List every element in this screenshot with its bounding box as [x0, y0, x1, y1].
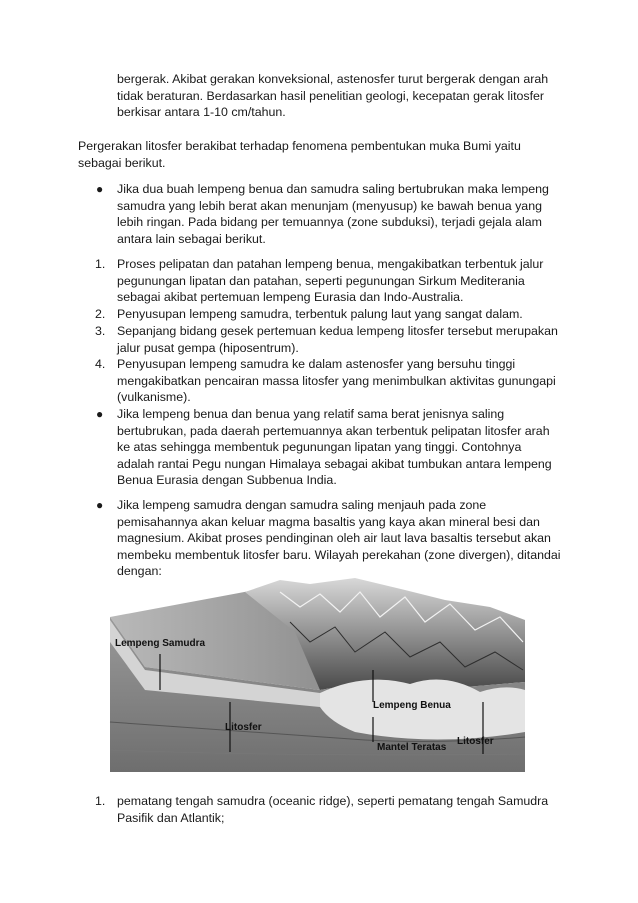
- bullet-text: Jika lempeng samudra dengan samudra saling menjauh pada zone pemisahannya akan keluar magma basaltis yang kaya akan mineral besi dan magnesium. Akibat proses pendinginan oleh air laut lava basaltis tersebut akan membeku membentuk litosfer baru. Wilayah perekahan (zone divergen), ditandai dengan:: [117, 498, 561, 579]
- list-text: pematang tengah samudra (oceanic ridge), seperti pematang tengah Samudra Pasifik dan Atlantik;: [117, 794, 549, 825]
- bullet-text: Jika dua buah lempeng benua dan samudra saling bertubrukan maka lempeng samudra yang lebih berat akan menunjam (menyusup) ke bawah benua yang lebih ringan. Pada bidang per temuannya (zone subduksi), terjadi gejala alam antara lain sebagai berikut.: [117, 182, 549, 246]
- list-text: Penyusupan lempeng samudra ke dalam astenosfer yang bersuhu tinggi mengakibatkan pencairan massa litosfer yang menimbulkan aktivitas gunungapi (vulkanisme).: [117, 357, 556, 405]
- bullet-icon: ●: [96, 182, 104, 196]
- label-continental-plate: Lempeng Benua: [373, 700, 451, 711]
- bullet-icon: ●: [96, 407, 104, 421]
- list-number: 1.: [95, 257, 106, 271]
- list-text: Sepanjang bidang gesek pertemuan kedua lempeng litosfer tersebut merupakan jalur pusat gempa (hiposentrum).: [117, 324, 558, 355]
- bullet-item-subduction: [96, 181, 562, 247]
- list-text: Proses pelipatan dan patahan lempeng benua, mengakibatkan terbentuk jalur pegunungan lipatan dan patahan, seperti pegunungan Sirkum Mediterania sebagai akibat pertemuan lempeng Eurasia dan Indo-Australia.: [117, 257, 544, 305]
- bullet-item-divergence: [96, 497, 562, 580]
- list-number: 3.: [95, 324, 106, 338]
- bullet-item-collision: [96, 406, 562, 489]
- list-item: [95, 306, 567, 323]
- list-number: 4.: [95, 357, 106, 371]
- bullet-icon: ●: [96, 498, 104, 512]
- continuation-paragraph: bergerak. Akibat gerakan konveksional, astenosfer turut bergerak dengan arah tidak beraturan. Berdasarkan hasil penelitian geologi, kecepatan gerak litosfer berkisar antara 1-10 cm/tahun.: [117, 72, 549, 120]
- list-item: [95, 793, 567, 826]
- label-lithosphere-left: Litosfer: [225, 722, 262, 733]
- list-item: [95, 356, 567, 406]
- label-oceanic-plate: Lempeng Samudra: [115, 638, 206, 649]
- label-upper-mantle: Mantel Teratas: [377, 742, 447, 753]
- label-lithosphere-right: Litosfer: [457, 736, 494, 747]
- list-text: Penyusupan lempeng samudra, terbentuk palung laut yang sangat dalam.: [117, 307, 523, 321]
- list-item: [95, 323, 567, 356]
- list-number: 2.: [95, 307, 106, 321]
- bullet-text: Jika lempeng benua dan benua yang relatif sama berat jenisnya saling bertubrukan, pada daerah pertemuannya akan terbentuk pelipatan litosfer arah ke atas sehingga membentuk pegunungan lipatan yang tinggi. Contohnya adalah rantai Pegu nungan Himalaya sebagai akibat tumbukan antara lempeng Benua Eurasia dengan Subbenua India.: [117, 407, 552, 488]
- list-number: 1.: [95, 794, 106, 808]
- list-item: [95, 256, 567, 306]
- intro-paragraph: Pergerakan litosfer berakibat terhadap fenomena pembentukan muka Bumi yaitu sebagai berikut.: [78, 139, 521, 170]
- plate-boundary-diagram: [105, 572, 530, 777]
